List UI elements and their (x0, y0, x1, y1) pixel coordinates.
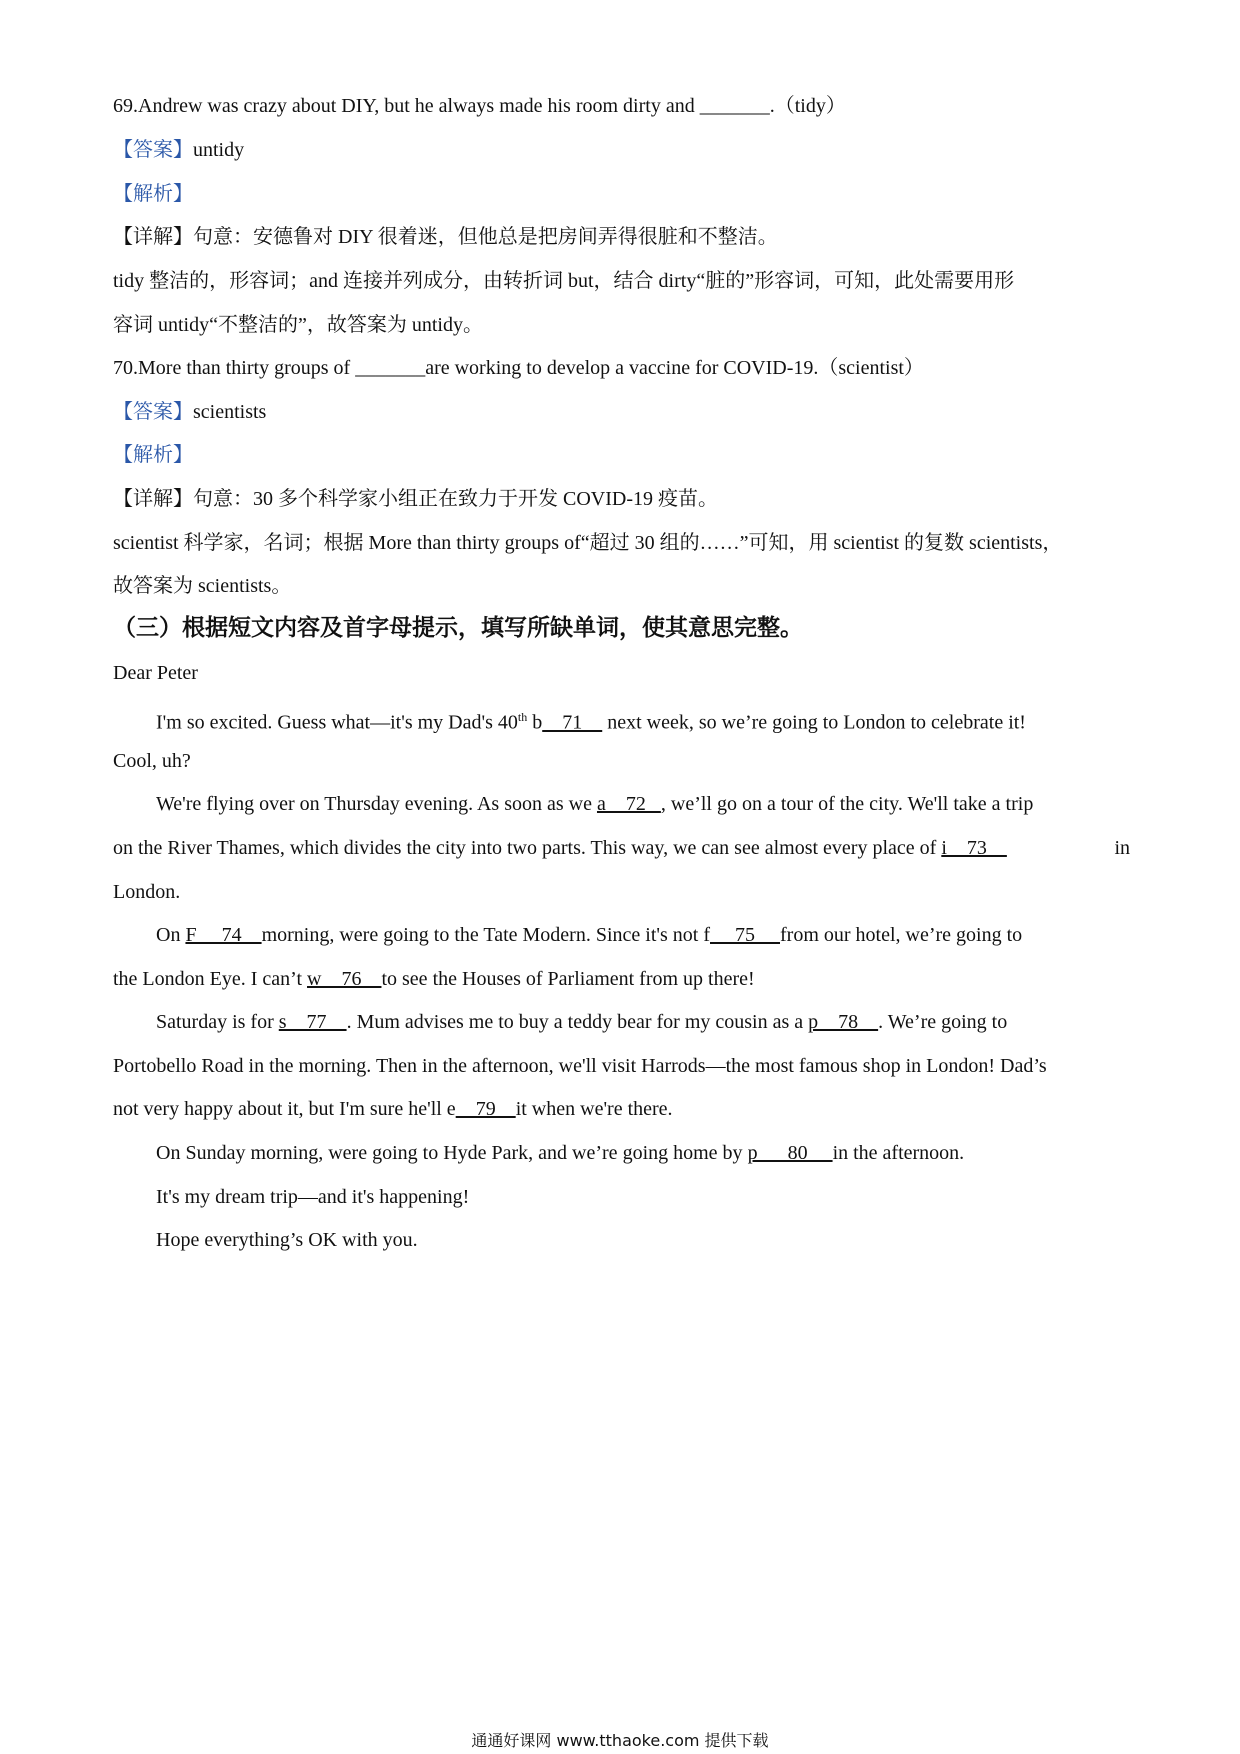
paragraph-5: On Sunday morning, were going to Hyde Park, and we’re going home by p 80 in the afternoon. (156, 1142, 965, 1164)
blank-79[interactable]: 79 (455, 1098, 516, 1120)
answer-tag: 【答案】 (113, 401, 193, 423)
answer-text: scientists (193, 401, 267, 423)
paragraph-4-line1: Saturday is for s 77 . Mum advises me to buy a teddy bear for my cousin as a p 78 . We’re going to (156, 1011, 1008, 1033)
q69-explanation-line2: 容词 untidy“不整洁的”，故答案为 untidy。 (113, 314, 483, 336)
paragraph-7: Hope everything’s OK with you. (156, 1229, 418, 1251)
blank-80[interactable]: p 80 (747, 1142, 833, 1164)
blank-73[interactable]: i 73 (941, 837, 1007, 859)
q69-question: 69.Andrew was crazy about DIY, but he always made his room dirty and _______.（tidy） (113, 95, 846, 117)
blank-77[interactable]: s 77 (278, 1011, 347, 1033)
page-footer: 通通好课网 www.tthaoke.com 提供下载 (471, 1731, 769, 1750)
paragraph-1-line2: Cool, uh? (113, 750, 191, 772)
paragraph-3-line2: the London Eye. I can’t w 76 to see the Houses of Parliament from up there! (113, 968, 755, 990)
section-heading: （三）根据短文内容及首字母提示，填写所缺单词，使其意思完整。 (113, 615, 803, 641)
q70-answer (113, 398, 1130, 426)
blank-71[interactable]: 71 (542, 711, 603, 734)
q70-explanation-line2: 故答案为 scientists。 (113, 575, 292, 597)
blank-75[interactable]: 75 (710, 924, 780, 946)
q69-explanation-line1: tidy 整洁的，形容词；and 连接并列成分，由转折词 but，结合 dirty“脏的”形容词，可知，此处需要用形 (113, 270, 1015, 292)
paragraph-2-line2: on the River Thames, which divides the city into two parts. This way, we can see almost every place of i 73 in (113, 837, 1130, 859)
blank-76[interactable]: w 76 (307, 968, 382, 990)
q70-question: 70.More than thirty groups of _______are working to develop a vaccine for COVID-19.（scientist） (113, 357, 924, 379)
paragraph-4-line3: not very happy about it, but I'm sure he'll e 79 it when we're there. (113, 1098, 673, 1120)
q70-analysis-tag: 【解析】 (113, 444, 193, 466)
blank-72[interactable]: a 72 (596, 793, 661, 815)
paragraph-4-line2: Portobello Road in the morning. Then in the afternoon, we'll visit Harrods—the most famous shop in London! Dad’s (113, 1055, 1047, 1077)
blank-78[interactable]: p 78 (808, 1011, 879, 1033)
paragraph-2-line3: London. (113, 881, 181, 903)
answer-text: untidy (193, 139, 245, 161)
paragraph-3-line1: On F 74 morning, were going to the Tate Modern. Since it's not f 75 from our hotel, we’re going to (156, 924, 1023, 946)
q69-detail: 【详解】句意：安德鲁对 DIY 很着迷，但他总是把房间弄得很脏和不整洁。 (113, 226, 778, 248)
paragraph-6: It's my dream trip—and it's happening! (156, 1186, 470, 1208)
answer-tag: 【答案】 (113, 139, 193, 161)
q70-explanation-line1: scientist 科学家，名词；根据 More than thirty groups of“超过 30 组的……”可知，用 scientist 的复数 scientists， (113, 532, 1063, 554)
q70-detail: 【详解】句意：30 多个科学家小组正在致力于开发 COVID-19 疫苗。 (113, 488, 718, 510)
paragraph-2-line1: We're flying over on Thursday evening. As soon as we a 72 , we’ll go on a tour of the city. We'll take a trip (156, 793, 1034, 815)
letter-greeting: Dear Peter (113, 662, 198, 684)
paragraph-1-line1: I'm so excited. Guess what—it's my Dad's 40th b 71 next week, so we’re going to London to celebrate it! (156, 710, 1026, 734)
q69-analysis-tag: 【解析】 (113, 183, 193, 205)
q69-answer (113, 136, 1130, 164)
blank-74[interactable]: F 74 (185, 924, 262, 946)
